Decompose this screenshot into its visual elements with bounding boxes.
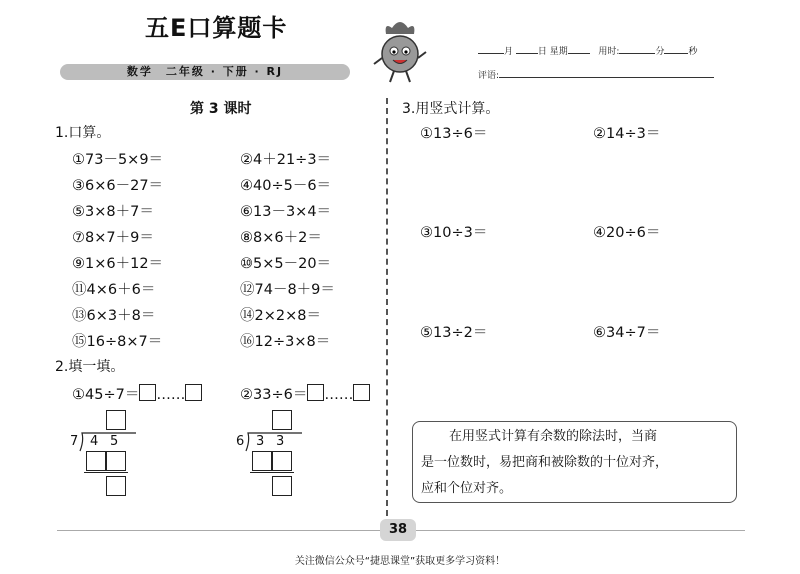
section3-heading: 3.用竖式计算。 (402, 101, 500, 117)
fill-problem: ①45÷7＝ …… (72, 383, 202, 404)
card-title: 五E口算题卡 (145, 14, 288, 42)
division-bracket (244, 431, 304, 453)
fill-problem: ②33÷6＝ …… (240, 383, 370, 404)
remainder-box[interactable] (353, 384, 370, 401)
weekday-field[interactable] (568, 53, 590, 54)
date-fields: 月 日 星期 用时: 分 秒 (478, 44, 697, 57)
mental-problem: ④40÷5－6＝ (240, 178, 332, 194)
mental-problem: ①73－5×9＝ (72, 152, 164, 168)
divisor: 6 (236, 434, 245, 449)
mental-problem: ⑯12÷3×8＝ (240, 334, 331, 350)
page-number: 38 (380, 519, 416, 541)
mental-problem: ②4＋21÷3＝ (240, 152, 332, 168)
tip-box (412, 421, 737, 503)
product-box[interactable] (106, 451, 126, 471)
long-division-1 (70, 410, 140, 500)
comment-row: 评语: (478, 68, 714, 81)
mental-problem: ⑥13－3×4＝ (240, 204, 332, 220)
quotient-box[interactable] (307, 384, 324, 401)
dividend-digit: 3 (256, 434, 265, 449)
long-division-2 (236, 410, 306, 500)
quotient-box[interactable] (106, 410, 126, 430)
mental-problem: ⑨1×6＋12＝ (72, 256, 164, 272)
vertical-problem: ④20÷6＝ (593, 225, 661, 241)
mental-problem: ③6×6－27＝ (72, 178, 164, 194)
division-bracket (78, 431, 138, 453)
seconds-field[interactable] (664, 53, 688, 54)
section2-heading: 2.填一填。 (55, 359, 125, 375)
comment-field[interactable] (499, 77, 714, 78)
dividend-digit: 4 (90, 434, 99, 449)
month-field[interactable] (478, 53, 504, 54)
dividend-digit: 5 (110, 434, 119, 449)
column-divider (386, 98, 388, 516)
minutes-field[interactable] (619, 53, 655, 54)
footer-text: 关注微信公众号“捷思课堂”获取更多学习资料！ (294, 556, 506, 567)
remainder-box[interactable] (185, 384, 202, 401)
vertical-problem: ①13÷6＝ (420, 126, 488, 142)
mascot-icon (370, 18, 430, 84)
product-box[interactable] (86, 451, 106, 471)
mental-problem: ⑦8×7＋9＝ (72, 230, 154, 246)
mental-problem: ⑫74－8＋9＝ (240, 282, 335, 298)
section1-heading: 1.口算。 (55, 125, 111, 141)
vertical-problem: ⑥34÷7＝ (593, 325, 661, 341)
remainder-box[interactable] (106, 476, 126, 496)
quotient-box[interactable] (139, 384, 156, 401)
product-box[interactable] (272, 451, 292, 471)
mental-problem: ⑮16÷8×7＝ (72, 334, 163, 350)
subtraction-line (250, 472, 294, 473)
divisor: 7 (70, 434, 79, 449)
vertical-problem: ②14÷3＝ (593, 126, 661, 142)
mental-problem: ⑩5×5－20＝ (240, 256, 332, 272)
subtraction-line (84, 472, 128, 473)
day-field[interactable] (516, 53, 538, 54)
tip-line: 应和个位对齐。 (421, 481, 513, 496)
dividend-digit: 3 (276, 434, 285, 449)
lesson-title: 第 3 课时 (190, 101, 252, 117)
mental-problem: ⑧8×6＋2＝ (240, 230, 322, 246)
remainder-box[interactable] (272, 476, 292, 496)
tip-line: 是一位数时，易把商和被除数的十位对齐， (421, 455, 669, 470)
mental-problem: ⑬6×3＋8＝ (72, 308, 156, 324)
mental-problem: ⑤3×8＋7＝ (72, 204, 154, 220)
quotient-box[interactable] (272, 410, 292, 430)
tip-line: 在用竖式计算有余数的除法时，当商 (449, 429, 658, 444)
vertical-problem: ⑤13÷2＝ (420, 325, 488, 341)
mental-problem: ⑪4×6＋6＝ (72, 282, 156, 298)
vertical-problem: ③10÷3＝ (420, 225, 488, 241)
subtitle-bar: 数学 二年级 · 下册 · RJ (60, 64, 350, 80)
product-box[interactable] (252, 451, 272, 471)
mental-problem: ⑭2×2×8＝ (240, 308, 321, 324)
